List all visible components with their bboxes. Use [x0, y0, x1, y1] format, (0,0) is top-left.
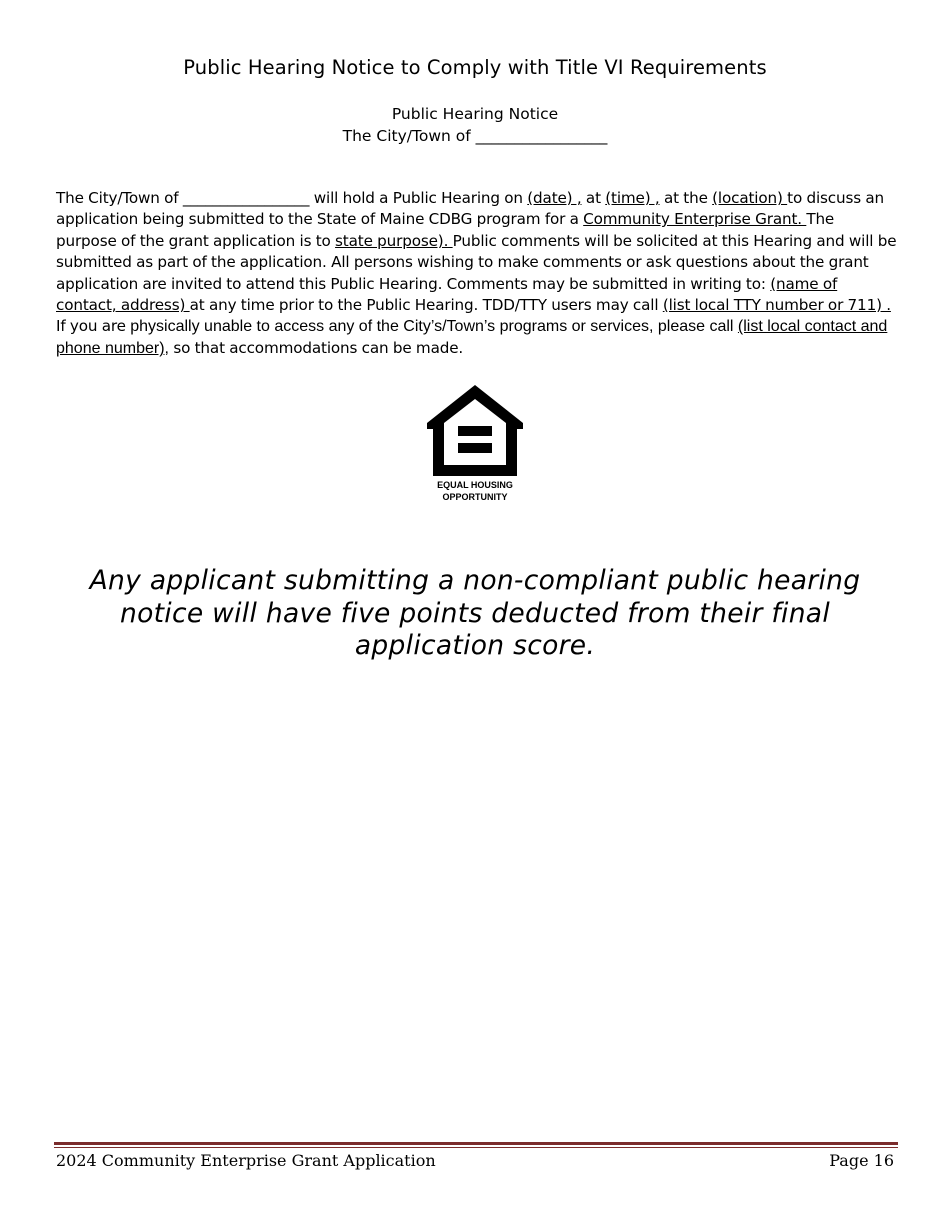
body-text: physically unable to access any of the City’s/Town’s programs or services, please call	[130, 318, 738, 336]
body-text: The purpose of the grant application is to	[56, 210, 835, 250]
body-text: at	[581, 189, 606, 207]
footer-page-number: Page 16	[829, 1151, 894, 1170]
date-placeholder: (date) ,	[527, 189, 582, 207]
body-text: to discuss an application being submitted to the State of Maine CDBG program for a	[56, 189, 885, 229]
body-text: so that accommodations can be made.	[168, 338, 464, 357]
footer-divider-thin	[54, 1147, 898, 1148]
contact-placeholder: (name of contact, address)	[56, 274, 838, 315]
equal-housing-logo	[425, 383, 525, 505]
location-placeholder: (location)	[712, 189, 788, 207]
footer-divider	[54, 1142, 898, 1145]
notice-heading-block	[0, 103, 950, 147]
footer-document-title: 2024 Community Enterprise Grant Application	[56, 1151, 436, 1170]
body-text: at the	[659, 189, 713, 207]
body-text: at any time prior to the Public Hearing. TDD/TTY users may call	[189, 296, 663, 315]
equal-housing-house-icon	[425, 383, 525, 479]
logo-text-line2: OPPORTUNITY	[442, 492, 508, 502]
notice-heading: Public Hearing Notice	[391, 105, 559, 123]
body-text: Public comments will be solicited at this Hearing and will be submitted as part of the application. All persons wishing to make comments or ask questions about the grant application are invited to attend this Public Hearing. Comments may be submitted in writing to:	[56, 231, 897, 293]
time-placeholder: (time) ,	[605, 189, 660, 207]
local-contact-placeholder: (list local contact and phone number),	[56, 318, 888, 357]
body-text: The City/Town of _________________ will hold a Public Hearing on	[56, 189, 528, 207]
program-name: Community Enterprise Grant.	[583, 210, 807, 229]
purpose-placeholder: state purpose).	[335, 231, 453, 250]
compliance-warning: Any applicant submitting a non-compliant public hearing notice will have five points deducted from their final application score.	[89, 565, 861, 661]
notice-body-paragraph	[56, 188, 898, 359]
tty-placeholder: (list local TTY number or 711) .	[662, 296, 891, 315]
notice-city-line: The City/Town of _________________	[342, 127, 608, 145]
page-title: Public Hearing Notice to Comply with Title VI Requirements	[183, 56, 767, 79]
logo-text-line1: EQUAL HOUSING	[437, 480, 513, 490]
body-text: If you are	[56, 317, 131, 336]
